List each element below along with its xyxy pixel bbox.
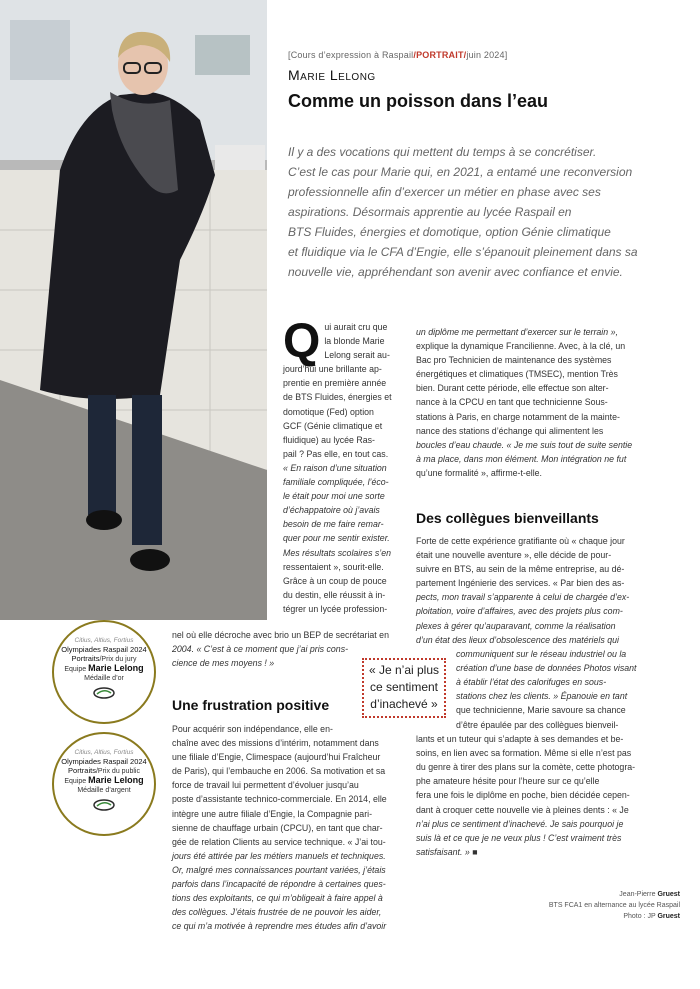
school-logo-icon: [93, 687, 115, 699]
text-line: était une nouvelle aventure », elle décide de pour-: [416, 550, 612, 561]
text-line: Mes résultats scolaires s’en: [283, 547, 392, 558]
text-line: Lelong serait au-: [324, 350, 390, 361]
column-1-para2: [172, 722, 396, 933]
lead-line: professionnelle afin d’exercer un métier en phase avec ses: [288, 185, 601, 199]
badge-medal: Médaille d’or: [84, 675, 124, 682]
text-line: soins, en lien avec sa formation. Même si elle n’est pas: [416, 748, 632, 759]
badge-event: Olympiades Raspail 2024: [61, 645, 147, 654]
text-line: à ma place, dans mon élément. Mon intégration ne fut: [416, 453, 627, 464]
text-line: des collègues. J’étais frustrée de ne pouvoir les aider,: [172, 907, 382, 918]
text-line: d’un état des lieux d’obsolescence des matériels qui: [416, 634, 619, 645]
badge-category: Portraits: [71, 654, 100, 663]
text-line: satisfaisant. » ■: [416, 846, 478, 857]
text-line: explique la dynamique Francilienne. Avec, à la clé, un: [416, 341, 626, 352]
column-1-top: [283, 315, 396, 616]
text-line: jours été attirée par les métiers manuels et techniques.: [172, 850, 386, 861]
text-line: Pour acquérir son indépendance, elle en-: [172, 724, 333, 734]
text-line: suis là et ce que je ne veux plus ! C’est vraiment très: [416, 832, 622, 843]
text-line: domotique (Fed) option: [283, 406, 374, 417]
kicker-sep-1: /: [413, 50, 417, 60]
text-line: pects, mon travail s’apparente à celui de chargée d’ex-: [416, 592, 630, 603]
pull-quote-line: « Je n’ai plus: [368, 663, 440, 677]
text-line: phe amateure hésite pour l’heure sur ce qu’elle: [416, 776, 600, 787]
text-line: plexes à gérer qu’auparavant, comme la réalisation: [416, 620, 616, 631]
text-line: Grâce à un coup de pouce: [283, 575, 387, 586]
text-line: d’être épaulée par des collègues bienveil-: [456, 720, 619, 730]
text-line: poste d’assistante technico-commerciale. En 2014, elle: [172, 794, 387, 805]
text-line: ressentaient », sourit-elle.: [283, 561, 384, 572]
text-line: un diplôme me permettant d’exercer sur le terrain »,: [416, 327, 618, 337]
text-line: ploitation, voire d’affaires, avec des projets plus com-: [416, 606, 623, 617]
pull-quote-line: ce sentiment: [369, 680, 439, 694]
dropcap: Q: [283, 315, 321, 368]
text-line: fera une fois le diplôme en poche, bien décidée cepen-: [416, 790, 630, 801]
column-2-para2: [416, 534, 672, 647]
badge-motto: Citius, Altius, Fortius: [74, 749, 134, 756]
text-line: besoin de me faire remar-: [283, 519, 384, 530]
lead-line: BTS Fluides, énergies et domotique, option Génie climatique: [288, 225, 611, 239]
text-line: force de travail lui permettent d’évoluer jusqu’au: [172, 780, 359, 791]
signature-role: BTS FCA1 en alternance au lycée Raspail: [548, 902, 680, 909]
badge-category: Portraits: [68, 766, 96, 775]
text-line: le était pour moi une sorte: [283, 491, 385, 502]
text-line: à établir l’état des calorifuges en sous-: [456, 677, 607, 688]
text-line: partement Ingénierie des services. « Par bien des as-: [416, 578, 625, 589]
text-line: intègre une autre filiale d’Engie, la Compagnie pari-: [172, 808, 373, 819]
text-line: parfois dans l’incapacité de répondre à certaines ques-: [172, 879, 386, 890]
text-line: tégrer un lycée profession-: [283, 603, 388, 614]
text-line: d’échappatoire où j’avais: [283, 505, 380, 516]
badge-medal: Médaille d’argent: [77, 787, 131, 794]
photo-credit-label: Photo : JP: [623, 913, 656, 920]
portrait-photo: [0, 0, 267, 620]
text-line: cience de mes moyens ! »: [172, 658, 275, 669]
text-line: du genre à tirer des plans sur la comète, cette photogra-: [416, 762, 636, 773]
lead-line: C’est le cas pour Marie qui, en 2021, a entamé une reconversion: [288, 165, 633, 179]
text-line: stations à Paris, en charge notamment de la mainte-: [416, 411, 620, 422]
text-line: gée de relation Clients au service technique. « J’ai tou-: [172, 836, 386, 847]
text-line: dant à croquer cette nouvelle vie à pleines dents : « Je: [416, 804, 629, 815]
text-line: « En raison d’une situation: [283, 462, 387, 473]
column-2-narrow: [456, 647, 672, 717]
text-line: lants et un tuteur qui s’adapte à ses demandes et be-: [416, 734, 624, 745]
text-line: nel où elle décroche avec brio un BEP de secrétariat en: [172, 630, 389, 640]
article-lead: [288, 142, 673, 282]
subhead-colleagues: Des collègues bienveillants: [416, 510, 599, 526]
badge-prize: /Prix du jury: [99, 656, 137, 663]
text-line: nance à la CPCU en tant que technicienne Sous-: [416, 397, 608, 408]
text-line: Or, malgré mes connaissances pourtant variées, j’étais: [172, 864, 386, 875]
text-line: fluidique) au lycée Ras-: [283, 434, 375, 445]
text-line: du destin, elle réussit à in-: [283, 589, 386, 600]
badge-team-label: Equipe: [64, 778, 87, 785]
signature-last-name: Gruest: [657, 891, 680, 898]
text-line: création d’une base de données Photos visant: [456, 663, 637, 674]
award-badge-gold: [52, 620, 156, 724]
text-line: GCF (Génie climatique et: [283, 420, 383, 431]
badge-team-name: Marie Lelong: [88, 663, 144, 673]
article-title: Comme un poisson dans l’eau: [288, 91, 549, 111]
kicker-portrait: PORTRAIT: [416, 50, 464, 60]
text-line: prentie en première année: [283, 378, 387, 389]
lead-line: aspirations. Désormais apprentie au lycée Raspail en: [288, 205, 572, 219]
kicker-course: [Cours d’expression à Raspail: [288, 50, 414, 60]
text-line: pail ? Pas elle, en tout cas.: [283, 448, 389, 459]
badge-team-label: Equipe: [64, 666, 87, 673]
text-line: qu’une formalité », affirme-t-elle.: [416, 467, 542, 478]
text-line: Bac pro Technicien de maintenance des systèmes: [416, 355, 612, 366]
signature: [549, 889, 680, 922]
text-line: communiquent sur le réseau industriel ou la: [456, 649, 627, 659]
text-line: ui aurait cru que: [324, 322, 388, 332]
text-line: nance des stations d’échange qui alimentent les: [416, 425, 604, 436]
signature-first-name: Jean-Pierre: [619, 891, 656, 898]
text-line: la blonde Marie: [324, 336, 385, 347]
text-line: stations chez les clients. » Épanouie en tant: [456, 691, 628, 702]
text-line: de Paris), qui l’embauche en 2006. Sa motivation et sa: [172, 766, 386, 777]
lead-line: Il y a des vocations qui mettent du temps à se concrétiser.: [288, 145, 597, 159]
text-line: familiale compliquée, l’éco-: [283, 477, 389, 488]
text-line: une filiale d’Engie, Climespace (aujourd’hui Fraîcheur: [172, 752, 381, 763]
text-line: jourd’hui une brillante ap-: [283, 364, 382, 375]
photo-credit-name: Gruest: [657, 913, 680, 920]
text-line: quer pour me sentir exister.: [283, 533, 390, 544]
text-line: de BTS Fluides, énergies et: [283, 392, 392, 403]
text-line: suivre en BTS, au sein de la même entreprise, au dé-: [416, 564, 625, 575]
lead-line: nouvelle vie, appréhendant son avenir avec confiance et envie.: [288, 265, 623, 279]
text-line: chaîne avec des missions d’intérim, notamment dans: [172, 738, 379, 749]
text-line: énergétiques et climatiques (TMSEC), mention Très: [416, 369, 618, 380]
badge-motto: Citius, Altius, Fortius: [74, 637, 134, 644]
pull-quote: [362, 658, 446, 718]
pull-quote-line: d’inachevé »: [370, 697, 438, 711]
badge-team-name: Marie Lelong: [88, 775, 144, 785]
text-line: boucles d’eau chaude. « Je me suis tout de suite sentie: [416, 439, 633, 450]
section-kicker: [288, 50, 507, 60]
text-line: que technicienne, Marie savoure sa chance: [456, 705, 626, 716]
badge-prize: /Prix du public: [95, 768, 140, 775]
text-line: 2004. « C’est à ce moment que j’ai pris cons-: [172, 644, 349, 655]
text-line: ce qui m’a motivée à reprendre mes études afin d’avoir: [172, 921, 387, 932]
column-2-para3: [416, 718, 672, 859]
subject-name: Marie Lelong: [288, 67, 376, 83]
kicker-date: juin 2024]: [466, 50, 508, 60]
text-line: Forte de cette expérience gratifiante où « chaque jour: [416, 536, 625, 546]
text-line: tions des exploitants, ce qui m’obligeait à faire appel à: [172, 893, 383, 904]
badge-event: Olympiades Raspail 2024: [61, 757, 147, 766]
kicker-sep-2: /: [463, 50, 467, 60]
school-logo-icon: [93, 799, 115, 811]
award-badge-silver: [52, 732, 156, 836]
column-2-para1: [416, 325, 672, 480]
lead-line: et fluidique via le CFA d’Engie, elle s’épanouit pleinement dans sa: [288, 245, 638, 259]
text-line: bien. Durant cette période, elle effectue son alter-: [416, 383, 609, 394]
subhead-frustration: Une frustration positive: [172, 697, 330, 713]
text-line: sienne de chauffage urbain (CPCU), en tant que char-: [172, 822, 383, 833]
text-line: n’ai plus ce sentiment d’inachevé. Je sais pourquoi je: [416, 818, 624, 829]
